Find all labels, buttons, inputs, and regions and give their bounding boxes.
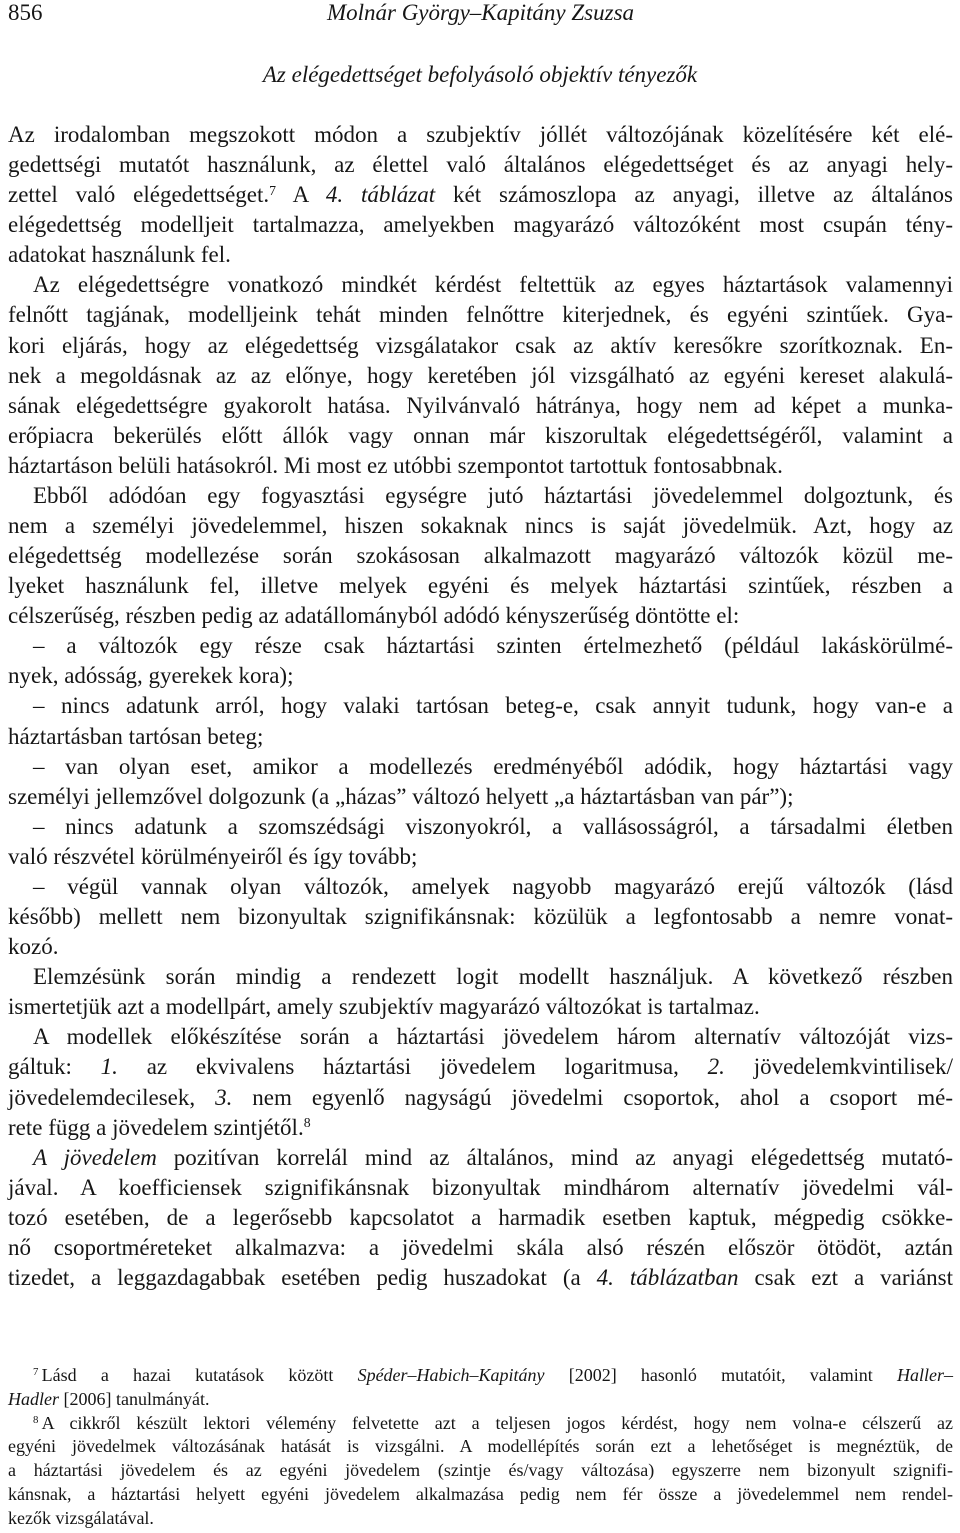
text-line xyxy=(8,1388,953,1412)
text-run: háztartásban tartósan beteg; xyxy=(8,723,264,749)
body-paragraph xyxy=(8,481,953,631)
text-run: háztartáson belüli hatásokról. Mi most ez utóbbi szempontot tartottuk fontosabbnak. xyxy=(8,452,783,478)
text-run: egyéni jövedelmek változásának hatását is vizsgálni. A modellépítés során ezt a lehetőséget is megnéztük, de xyxy=(8,1436,953,1457)
text-run: személyi jellemzővel dolgozunk (a „házas” változó helyett „a háztartásban van pár”); xyxy=(8,783,794,809)
text-run: – van olyan eset, amikor a modellezés eredményéből adódik, hogy háztartási vagy xyxy=(33,753,953,779)
text-line xyxy=(8,481,953,511)
list-item xyxy=(8,872,953,962)
text-line xyxy=(8,1022,953,1052)
text-run: – nincs adatunk arról, hogy valaki tartósan beteg-e, csak annyit tudunk, hogy van-e a xyxy=(33,693,953,719)
text-line xyxy=(8,240,953,270)
body-paragraph xyxy=(8,120,953,270)
text-run: nem egyenlő nagyságú jövedelmi csoportok, ahol a csoport mé- xyxy=(232,1084,953,1110)
text-run: az ekvivalens háztartási jövedelem logaritmusa, xyxy=(117,1054,708,1080)
italic-text: 4. táblázatban xyxy=(596,1264,739,1290)
footnotes xyxy=(8,1364,953,1531)
text-line xyxy=(8,812,953,842)
text-run: két számoszlopa az anyagi, illetve az általános xyxy=(435,182,953,208)
text-run: gedettségi mutatót használunk, az élettel való általános elégedettséget és az anyagi hely- xyxy=(8,152,953,178)
body-paragraph xyxy=(8,962,953,1022)
text-run: nem a személyi jövedelemmel, hiszen sokaknak nincs is saját jövedelmük. Azt, hogy az xyxy=(8,513,953,539)
text-run: nő csoportméreteket alkalmazva: a jövedelmi skála alsó részén először ötödöt, aztán xyxy=(8,1234,953,1260)
text-line xyxy=(8,180,953,210)
italic-text: 4. táblázat xyxy=(325,182,436,208)
text-run: kozó. xyxy=(8,934,59,960)
section-title: Az elégedettséget befolyásoló objektív tényezők xyxy=(262,62,698,87)
text-line xyxy=(8,1483,953,1507)
text-run: rete függ a jövedelem szintjétől. xyxy=(8,1114,304,1140)
text-run: később) mellett nem bizonyultak szignifikánsnak: közülük a legfontosabb a nemre vonat- xyxy=(8,904,953,930)
text-line xyxy=(8,842,953,872)
text-run: Az irodalomban megszokott módon a szubjektív jóllét változójának közelítésére két elé- xyxy=(8,122,953,147)
text-run: tizedet, a leggazdagabbak esetében pedig huszadokat (a xyxy=(8,1264,597,1290)
text-run: ismertetjük azt a modellpárt, amely szubjektív magyarázó változókat is tartalmaz. xyxy=(8,994,760,1020)
text-line xyxy=(8,1083,953,1113)
text-line xyxy=(8,1412,953,1436)
footnote-number: 8 xyxy=(33,1413,39,1426)
list-item xyxy=(8,691,953,751)
text-line xyxy=(8,962,953,992)
text-run: a háztartási jövedelem és az egyéni jövedelem (szintje és/vagy változása) egyszerre nem bizonyult szignifi- xyxy=(8,1460,953,1481)
text-run: kezők vizsgálatával. xyxy=(8,1507,154,1528)
text-line xyxy=(8,752,953,782)
text-line xyxy=(8,511,953,541)
text-run: pozitívan korrelál mind az általános, mind az anyagi elégedettség mutató- xyxy=(156,1144,953,1170)
text-run: gáltuk: xyxy=(8,1054,101,1080)
text-run: elégedettség modellezése során szokásosan alkalmazott magyarázó változók közül me- xyxy=(8,543,953,569)
text-line xyxy=(8,421,953,451)
text-line xyxy=(8,1113,953,1143)
running-head-authors: Molnár György–Kapitány Zsuzsa xyxy=(326,0,635,25)
text-line xyxy=(8,451,953,481)
text-line xyxy=(8,631,953,661)
text-line xyxy=(8,150,953,180)
text-line xyxy=(8,722,953,752)
text-run: kánsnak, a háztartási helyett egyéni jövedelem alkalmazása pedig nem fér össze a jövedelemmel nem rendel- xyxy=(8,1483,953,1504)
text-run: jövedelemkvintilisek/ xyxy=(724,1054,953,1080)
text-run: Lásd a hazai kutatások között xyxy=(41,1365,358,1385)
list-item xyxy=(8,752,953,812)
italic-text: Haller– xyxy=(897,1365,953,1385)
text-run: Elemzésünk során mindig a rendezett logit modellt használjuk. A következő részben xyxy=(33,964,953,990)
text-line xyxy=(8,120,953,150)
italic-text: 3. xyxy=(215,1084,233,1110)
text-line xyxy=(8,270,953,300)
italic-text: 2. xyxy=(707,1054,725,1080)
text-line xyxy=(8,1203,953,1233)
text-run: sának elégedettségre gyakorolt hatása. Nyilvánvaló hátránya, hogy nem ad képet a munka- xyxy=(8,392,953,418)
text-line xyxy=(8,300,953,330)
text-line xyxy=(8,1435,953,1459)
text-line xyxy=(8,782,953,812)
text-run: tozó esetében, de a legerősebb kapcsolatot a harmadik esetben kaptuk, mégpedig csökke- xyxy=(8,1204,953,1230)
text-run: – végül vannak olyan változók, amelyek nagyobb magyarázó erejű változók (lásd xyxy=(33,873,953,899)
page-number: 856 xyxy=(8,0,43,25)
text-run: [2006] tanulmányát. xyxy=(59,1388,210,1409)
text-line xyxy=(8,691,953,721)
text-run: Ebből adódóan egy fogyasztási egységre jutó háztartási jövedelemmel dolgoztunk, és xyxy=(33,482,953,508)
text-line xyxy=(8,1459,953,1483)
text-run: kori eljárás, hogy az elégedettség vizsgálatakor csak az aktív keresőkre szorítkoznak. En- xyxy=(8,332,953,358)
text-run: nek a megoldásnak az az előnye, hogy keretében jól vizsgálható az egyéni kereset alakulá- xyxy=(8,362,953,388)
text-line xyxy=(8,361,953,391)
text-line xyxy=(8,541,953,571)
footnote xyxy=(8,1412,953,1531)
text-line xyxy=(8,1052,953,1082)
footnote-number: 7 xyxy=(33,1366,39,1379)
text-line xyxy=(8,992,953,1022)
text-run: Az elégedettségre vonatkozó mindkét kérdést feltettük az egyes háztartások valamennyi xyxy=(33,272,953,298)
list-item xyxy=(8,631,953,691)
text-line xyxy=(8,1233,953,1263)
text-run: való részvétel körülményeiről és így tovább; xyxy=(8,843,418,869)
text-run: A xyxy=(276,182,326,208)
text-line xyxy=(8,391,953,421)
text-run: jövedelemdecilesek, xyxy=(8,1084,216,1110)
body-text xyxy=(8,120,953,1293)
footnote-ref: 7 xyxy=(269,182,277,198)
text-run: felnőtt tagjának, modelljeink tehát minden felnőttre kiterjednek, és egyéni szintűek. Gya- xyxy=(8,302,953,328)
text-line xyxy=(8,661,953,691)
text-run: – nincs adatunk a szomszédsági viszonyokról, a vallásosságról, a társadalmi életben xyxy=(33,813,953,839)
text-line xyxy=(8,1143,953,1173)
italic-text: 1. xyxy=(100,1054,118,1080)
italic-text: A jövedelem xyxy=(33,1144,157,1170)
body-paragraph xyxy=(8,270,953,481)
body-paragraph xyxy=(8,1143,953,1293)
text-run: A cikkről készült lektori vélemény felvetette azt a teljesen jogos kérdést, hogy nem volna-e célszerű az xyxy=(41,1412,953,1433)
text-line xyxy=(8,902,953,932)
text-line xyxy=(8,932,953,962)
text-line xyxy=(8,1263,953,1293)
body-paragraph xyxy=(8,1022,953,1142)
list-item xyxy=(8,812,953,872)
text-line xyxy=(8,331,953,361)
text-run: célszerűség, részben pedig az adatállományból adódó kényszerűség döntötte el: xyxy=(8,603,740,629)
text-line xyxy=(8,571,953,601)
text-run: A modellek előkészítése során a háztartási jövedelem három alternatív változóját vizs- xyxy=(33,1024,953,1050)
italic-text: Hadler xyxy=(8,1388,59,1409)
text-run: csak ezt a variánst xyxy=(738,1264,953,1290)
text-run: [2002] hasonló mutatóit, valamint xyxy=(544,1365,897,1385)
text-line xyxy=(8,1364,953,1388)
text-run: lyeket használunk fel, illetve melyek egyéni és melyek háztartási szintűek, részben a xyxy=(8,573,953,599)
text-run: – a változók egy része csak háztartási szinten értelmezhető (például lakáskörülmé- xyxy=(33,633,953,659)
text-run: adatokat használunk fel. xyxy=(8,242,231,268)
text-run: erőpiacra bekerülés előtt állók vagy onnan már kiszorultak elégedettségéről, valamint a xyxy=(8,422,953,448)
text-run: nyek, adósság, gyerekek kora); xyxy=(8,663,294,689)
text-run: zettel való elégedettséget. xyxy=(8,182,270,208)
text-run: elégedettség modelljeit tartalmazza, amelyekben magyarázó változóként most csupán tény- xyxy=(8,212,953,238)
italic-text: Spéder–Habich–Kapitány xyxy=(357,1365,545,1385)
text-line xyxy=(8,872,953,902)
text-line xyxy=(8,1507,953,1531)
running-header xyxy=(8,0,953,26)
text-line xyxy=(8,1173,953,1203)
text-run: jával. A koefficiensek szignifikánsnak bizonyultak mindhárom alternatív jövedelmi vál- xyxy=(8,1174,953,1200)
footnote-ref: 8 xyxy=(303,1115,311,1130)
text-line xyxy=(8,210,953,240)
text-line xyxy=(8,601,953,631)
footnote xyxy=(8,1364,953,1412)
